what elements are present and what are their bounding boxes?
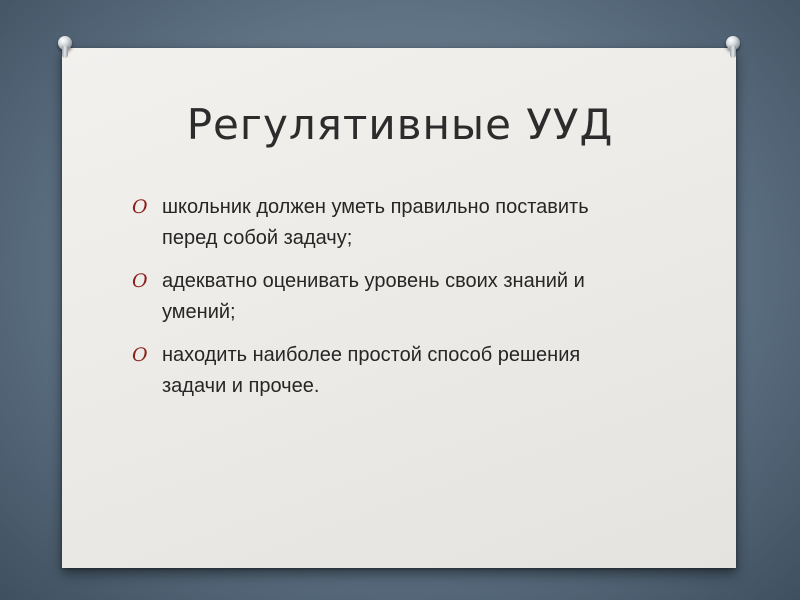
list-item-text: адекватно оценивать уровень своих знаний и умений; bbox=[162, 270, 585, 323]
pushpin-icon bbox=[58, 36, 72, 58]
bullet-icon: O bbox=[132, 270, 148, 292]
bullet-list bbox=[132, 192, 612, 414]
bullet-icon: O bbox=[132, 344, 148, 366]
list-item-text: находить наиболее простой способ решения задачи и прочее. bbox=[162, 344, 581, 397]
list-item bbox=[132, 192, 612, 254]
list-item bbox=[132, 266, 612, 328]
list-item-text: школьник должен уметь правильно поставить перед собой задачу; bbox=[162, 196, 589, 249]
bullet-icon: O bbox=[132, 196, 148, 218]
slide-title: Регулятивные УУД bbox=[186, 100, 614, 149]
pushpin-icon bbox=[726, 36, 740, 58]
list-item bbox=[132, 340, 612, 402]
